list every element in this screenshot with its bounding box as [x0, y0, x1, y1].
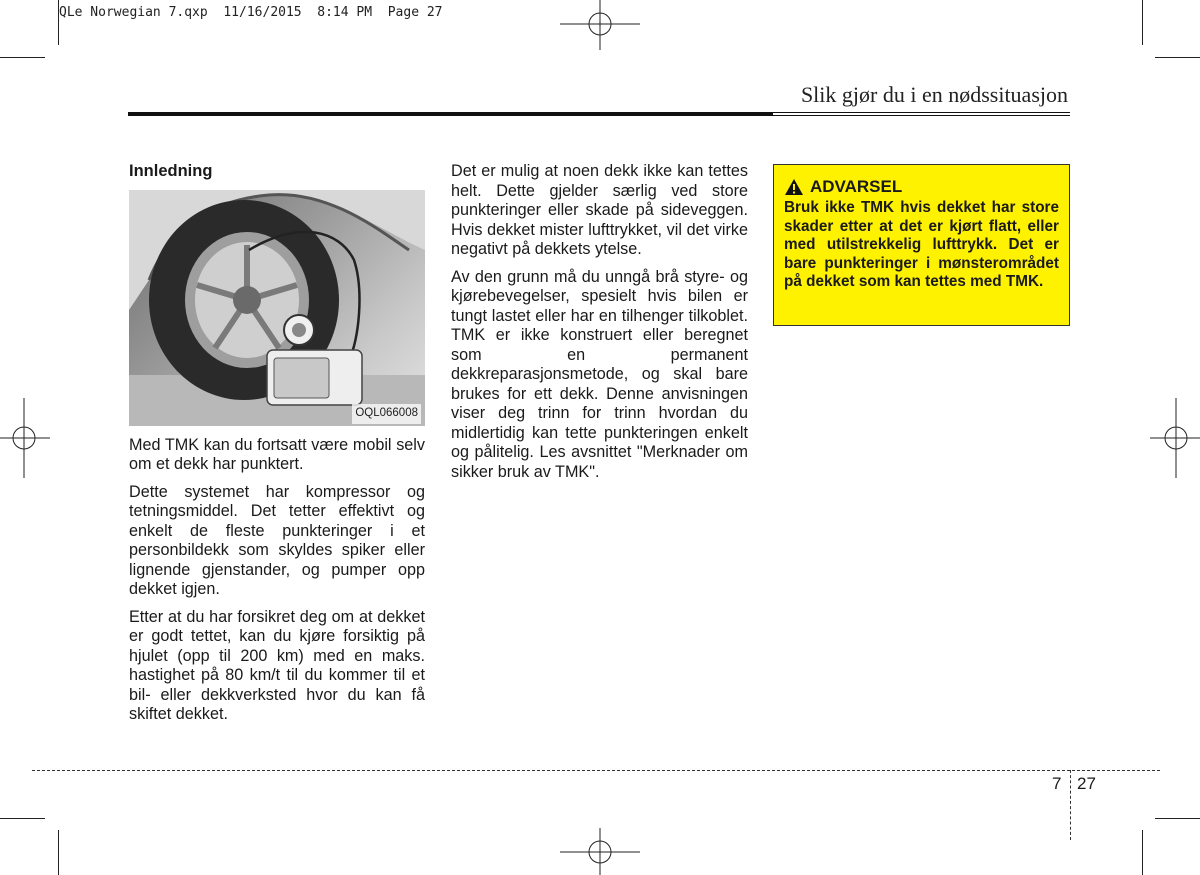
- tire-illustration: [129, 190, 425, 426]
- section-heading: Innledning: [129, 162, 213, 180]
- paragraph: Dette systemet har kompressor og tetningsmiddel. Det tetter effektivt og enkelt de fleste punkteringer i et personbildekk som skyldes spiker eller lignende gjenstander, og pumper opp dekket igjen.: [129, 482, 425, 598]
- paragraph: Etter at du har forsikret deg om at dekket er godt tettet, kan du kjøre forsiktig på hjulet (opp til 200 km) med en maks. hastighet på 80 km/t til du kommer til et bil- eller dekkverksted hvor du kan få skiftet dekket.: [129, 607, 425, 723]
- section-title: Slik gjør du i en nødssituasjon: [800, 82, 1068, 107]
- paragraph: Av den grunn må du unngå brå styre- og kjørebevegelser, spesielt hvis bilen er tungt lastet eller har en tilhenger tilkoblet. TMK er ikke konstruert eller beregnet som en permanent dekkreparasjonsmetode, og skal bare brukes for ett dekk. Denne anvisningen viser deg trinn for trinn hvordan du midlertidig kan tette punkteringen enkelt og pålitelig. Les avsnittet "Merknader om sikker bruk av TMK".: [451, 267, 748, 481]
- tire-repair-kit-image: [129, 190, 425, 426]
- left-column: [129, 162, 425, 733]
- figure-caption: OQL066008: [352, 404, 421, 424]
- middle-column: [451, 162, 748, 490]
- registration-mark-top: [560, 0, 640, 50]
- paragraph: Med TMK kan du fortsatt være mobil selv om et dekk har punktert.: [129, 435, 425, 473]
- warning-title: ADVARSEL: [810, 177, 903, 196]
- warning-title-row: [784, 177, 1059, 197]
- registration-mark-left: [0, 398, 50, 478]
- warning-triangle-icon: [784, 178, 804, 196]
- registration-mark-right: [1150, 398, 1200, 478]
- page-number: 27: [1077, 774, 1096, 793]
- warning-box: [773, 164, 1070, 326]
- warning-body: Bruk ikke TMK hvis dekket har store skader etter at det er kjørt flatt, eller med utilstrekkelig lufttrykk. Det er bare punkteringer i mønsterområdet på dekket som kan tettes med TMK.: [784, 199, 1059, 290]
- page-number-divider: [1070, 770, 1071, 840]
- header-rule-inner: [773, 113, 1070, 115]
- registration-mark-bottom: [560, 828, 640, 875]
- footer-rule: [32, 770, 1160, 771]
- print-slug: QLe Norwegian 7.qxp 11/16/2015 8:14 PM Page 27: [59, 5, 443, 20]
- paragraph: Det er mulig at noen dekk ikke kan tettes helt. Dette gjelder særlig ved store punkteringer eller skade på sideveggen. Hvis dekket mister lufttrykket, vil det virke negativt på dekkets ytelse.: [451, 162, 748, 258]
- chapter-number: 7: [1052, 774, 1062, 793]
